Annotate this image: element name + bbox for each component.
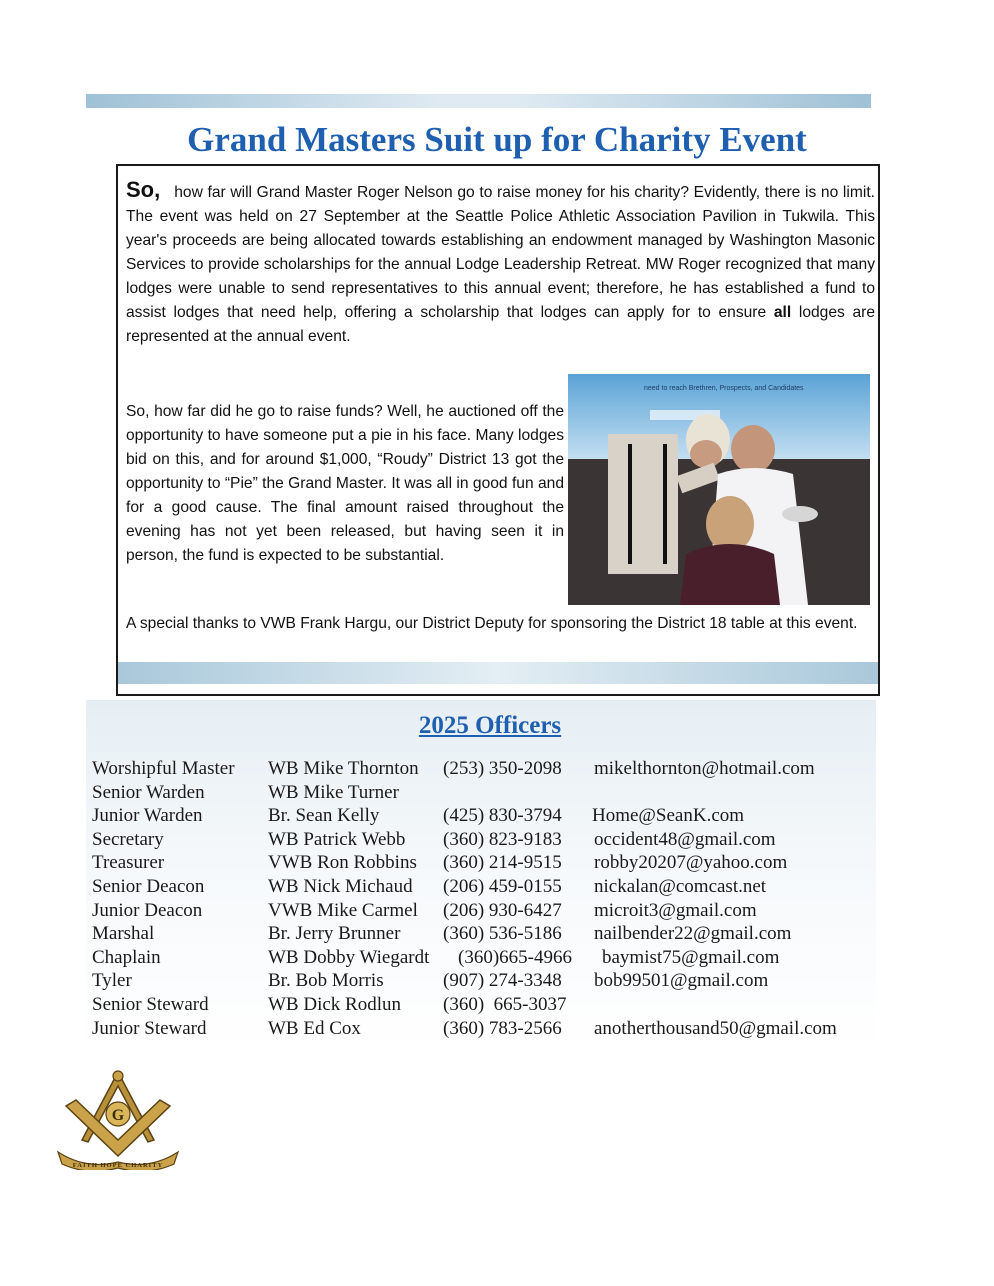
article-box — [116, 164, 880, 696]
page-title: Grand Masters Suit up for Charity Event — [187, 120, 807, 159]
box-bottom-bar — [118, 662, 878, 684]
officer-email[interactable]: bob99501@gmail.com — [594, 970, 769, 992]
article-lead-word: So, — [126, 177, 161, 202]
event-photo-illustration — [568, 374, 870, 605]
event-photo — [568, 374, 870, 605]
officer-email[interactable]: occident48@gmail.com — [594, 828, 776, 850]
article-paragraph-3: A special thanks to VWB Frank Hargu, our District Deputy for sponsoring the District 18 table at this event. — [126, 615, 858, 632]
officer-email[interactable]: mikelthornton@hotmail.com — [594, 758, 815, 779]
officer-email[interactable]: Home@SeanK.com — [592, 805, 745, 827]
article-paragraph-1: So, how far will Grand Master Roger Nelson go to raise money for his charity? Evidently, there is no limit. The event was held on 27 September at the Seattle Police Athletic Association Pavilion in Tukwila. This year's proceeds are being allocated towards establishing an endowment managed by Washington Masonic Services to provide scholarships for the annual Lodge Leadership Retreat. MW Roger recognized that many lodges were unable to send representatives to this annual event; therefore, he has established a fund to assist lodges that need help, offering a scholarship that lodges can apply for to ensure all lodges are represented at the annual event. — [126, 177, 876, 345]
officer-email[interactable]: nailbender22@gmail.com — [594, 923, 792, 945]
officer-email[interactable]: robby20207@yahoo.com — [594, 852, 788, 874]
article-paragraph-2: So, how far did he go to raise funds? Well, he auctioned off the opportunity to have someone put a pie in his face. Many lodges bid on this, and for around $1,000, “Roudy” District 13 got the opportunity to “Pie” the Grand Master. It was all in good fun and for a good cause. The final amount raised throughout the evening has not yet been released, but having seen it in person, the fund is expected to be substantial. — [126, 403, 564, 564]
officer-email[interactable]: nickalan@comcast.net — [594, 875, 767, 897]
svg-text:FAITH HOPE CHARITY: FAITH HOPE CHARITY — [72, 1162, 164, 1169]
officer-email[interactable]: anotherthousand50@gmail.com — [594, 1017, 837, 1039]
svg-text:G: G — [111, 1107, 125, 1124]
square-compass-icon — [56, 1066, 180, 1170]
top-decorative-bar — [86, 94, 871, 108]
officers-title: 2025 Officers — [418, 712, 562, 739]
officer-email[interactable]: microit3@gmail.com — [594, 899, 757, 921]
masonic-square-compass-logo — [56, 1066, 180, 1170]
officer-email[interactable]: baymist75@gmail.com — [602, 946, 780, 968]
svg-text:need to reach Brethren, Prospe: need to reach Brethren, Prospects, and Candidates — [644, 385, 804, 392]
